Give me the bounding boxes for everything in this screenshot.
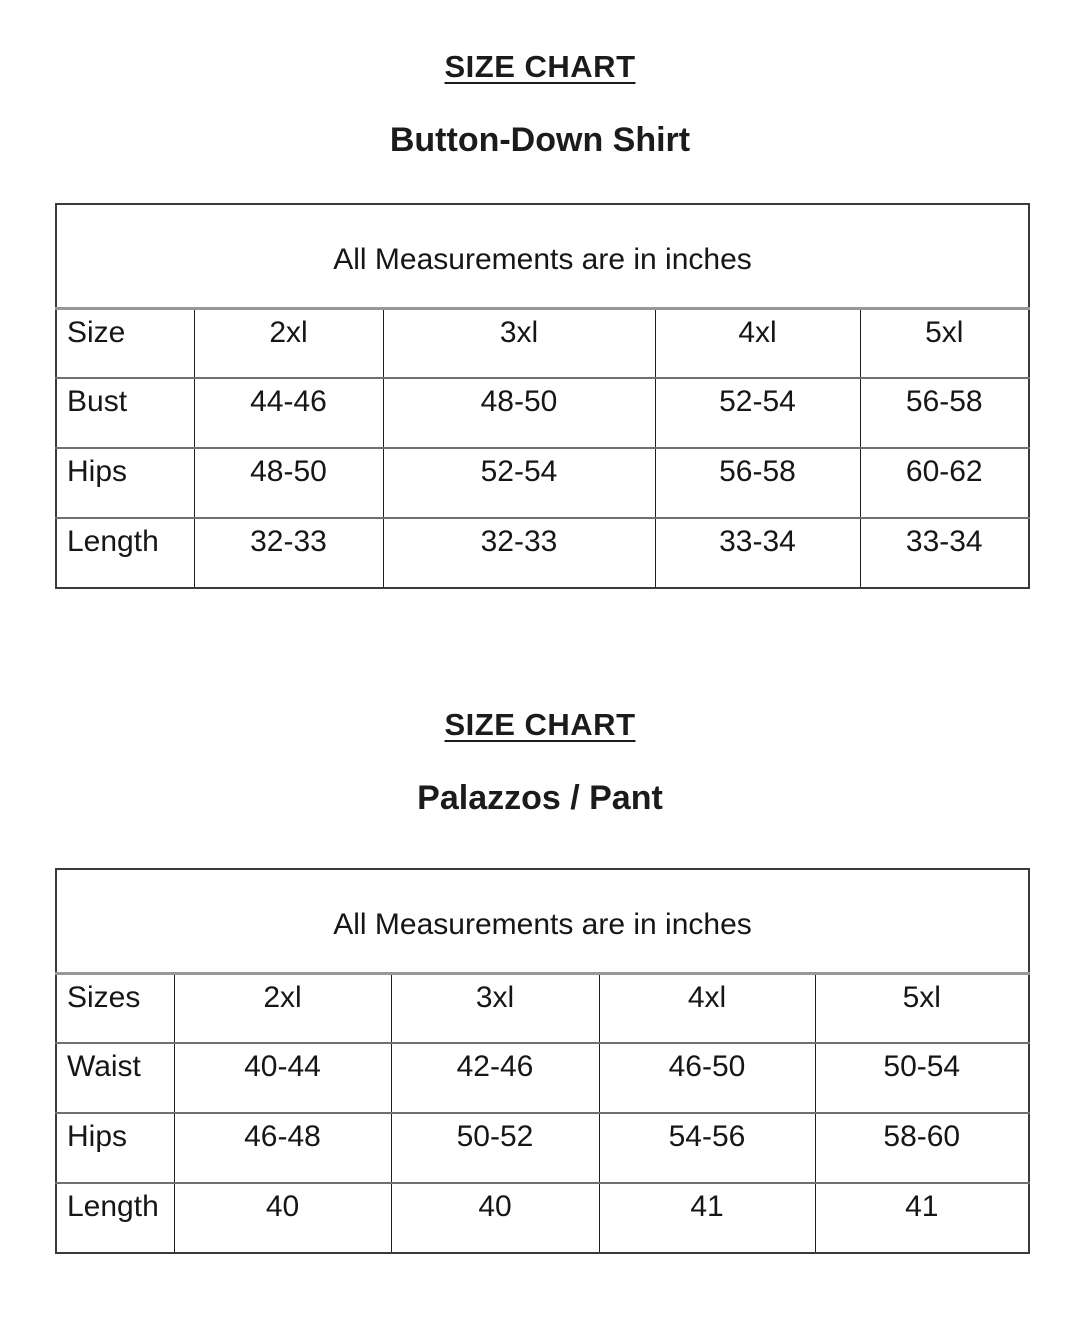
table-row [56,869,1029,973]
size-value: 41 [599,1183,815,1253]
size-value: 41 [815,1183,1029,1253]
size-value: 56-58 [655,448,860,518]
row-label: Length [56,518,194,588]
size-value: 58-60 [815,1113,1029,1183]
size-value: 40 [174,1183,391,1253]
row-label: Waist [56,1043,174,1113]
size-column-header: 3xl [383,308,655,378]
size-value: 33-34 [655,518,860,588]
product-title-shirt: Button-Down Shirt [389,121,691,159]
size-value: 60-62 [860,448,1029,518]
size-value: 32-33 [194,518,383,588]
table-row [56,973,1029,1043]
size-value: 48-50 [194,448,383,518]
size-value: 44-46 [194,378,383,448]
table-row [56,1113,1029,1183]
row-label: Hips [56,1113,174,1183]
row-label: Length [56,1183,174,1253]
size-column-header: 5xl [815,973,1029,1043]
table-row [56,378,1029,448]
size-column-header: 4xl [655,308,860,378]
size-column-header: 2xl [174,973,391,1043]
size-column-header: 5xl [860,308,1029,378]
size-value: 54-56 [599,1113,815,1183]
table-row [56,518,1029,588]
size-value: 33-34 [860,518,1029,588]
size-value: 48-50 [383,378,655,448]
table-row [56,448,1029,518]
size-header-label: Sizes [56,973,174,1043]
pant-size-table [55,868,1030,1254]
table-row [56,1043,1029,1113]
size-value: 40-44 [174,1043,391,1113]
size-column-header: 4xl [599,973,815,1043]
product-title-pant: Palazzos / Pant [417,779,663,817]
row-label: Bust [56,378,194,448]
size-value: 32-33 [383,518,655,588]
measurement-note: All Measurements are in inches [333,908,752,942]
size-column-header: 3xl [391,973,599,1043]
shirt-size-table [55,203,1030,589]
size-value: 46-48 [174,1113,391,1183]
size-chart-heading-pant: SIZE CHART [444,707,636,742]
row-label: Hips [56,448,194,518]
table-row [56,308,1029,378]
size-chart-heading-shirt: SIZE CHART [444,49,636,84]
size-value: 52-54 [383,448,655,518]
size-value: 50-52 [391,1113,599,1183]
size-value: 40 [391,1183,599,1253]
size-value: 42-46 [391,1043,599,1113]
table-row [56,1183,1029,1253]
size-header-label: Size [56,308,194,378]
size-value: 52-54 [655,378,860,448]
size-value: 50-54 [815,1043,1029,1113]
size-value: 46-50 [599,1043,815,1113]
table-row [56,204,1029,308]
measurement-note: All Measurements are in inches [333,243,752,277]
size-value: 56-58 [860,378,1029,448]
size-column-header: 2xl [194,308,383,378]
